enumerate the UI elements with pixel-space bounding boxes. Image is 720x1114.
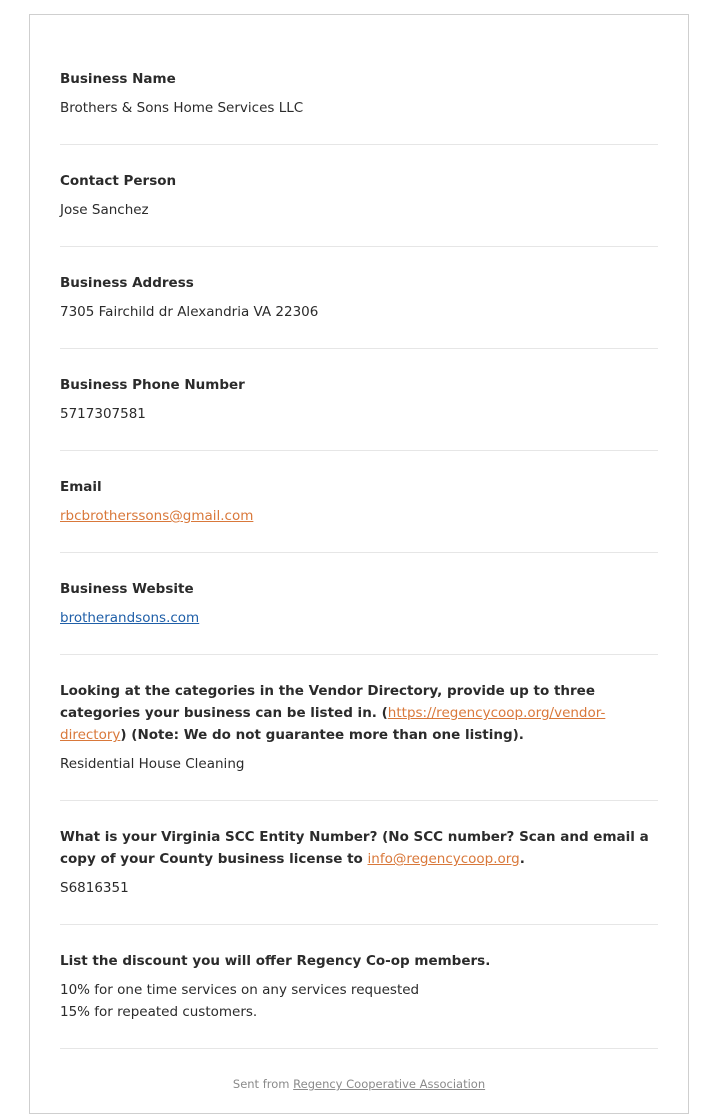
field-value: [60, 607, 658, 629]
field-label: Business Address: [60, 275, 194, 291]
field-value: [60, 505, 658, 527]
info-email-link[interactable]: info@regencycoop.org: [367, 851, 520, 867]
field-discount: [60, 925, 658, 1049]
field-scc-number: [60, 801, 658, 925]
field-value: S6816351: [60, 880, 129, 896]
footer: [60, 1049, 658, 1091]
question-text: .: [519, 851, 525, 867]
field-value: [60, 979, 658, 1023]
discount-line: 10% for one time services on any services requested: [60, 982, 420, 998]
field-label: Email: [60, 479, 102, 495]
field-label: List the discount you will offer Regency Co-op members.: [60, 953, 491, 969]
field-value: Residential House Cleaning: [60, 756, 245, 772]
field-label: [60, 680, 658, 746]
field-value: 5717307581: [60, 406, 146, 422]
footer-text: Sent from: [232, 1077, 294, 1091]
field-email: [60, 451, 658, 553]
question-text: ) (Note: We do not guarantee more than one listing).: [120, 727, 524, 743]
field-business-website: [60, 553, 658, 655]
field-value: Brothers & Sons Home Services LLC: [60, 100, 304, 116]
field-label: Contact Person: [60, 173, 177, 189]
footer-link[interactable]: Regency Cooperative Association: [293, 1077, 486, 1091]
field-label: Business Name: [60, 71, 176, 87]
field-value: 7305 Fairchild dr Alexandria VA 22306: [60, 304, 319, 320]
field-label: Business Website: [60, 581, 194, 597]
discount-line: 15% for repeated customers.: [60, 1004, 258, 1020]
field-business-name: [60, 15, 658, 145]
form-entries: [30, 15, 688, 1091]
field-business-phone: [60, 349, 658, 451]
field-value: Jose Sanchez: [60, 202, 149, 218]
field-label: Business Phone Number: [60, 377, 245, 393]
field-vendor-categories: [60, 655, 658, 801]
field-contact-person: [60, 145, 658, 247]
vendor-directory-link[interactable]: https://regencycoop.org/vendor-directory: [60, 705, 606, 743]
field-label: [60, 826, 658, 870]
email-link[interactable]: rbcbrotherssons@gmail.com: [60, 508, 254, 524]
email-card: [29, 14, 689, 1114]
question-text: Looking at the categories in the Vendor Directory, provide up to three categories your business can be listed in. (: [60, 683, 595, 721]
field-business-address: [60, 247, 658, 349]
question-text: What is your Virginia SCC Entity Number? (No SCC number? Scan and email a copy of your County business license to: [60, 829, 649, 867]
website-link[interactable]: brotherandsons.com: [60, 610, 200, 626]
